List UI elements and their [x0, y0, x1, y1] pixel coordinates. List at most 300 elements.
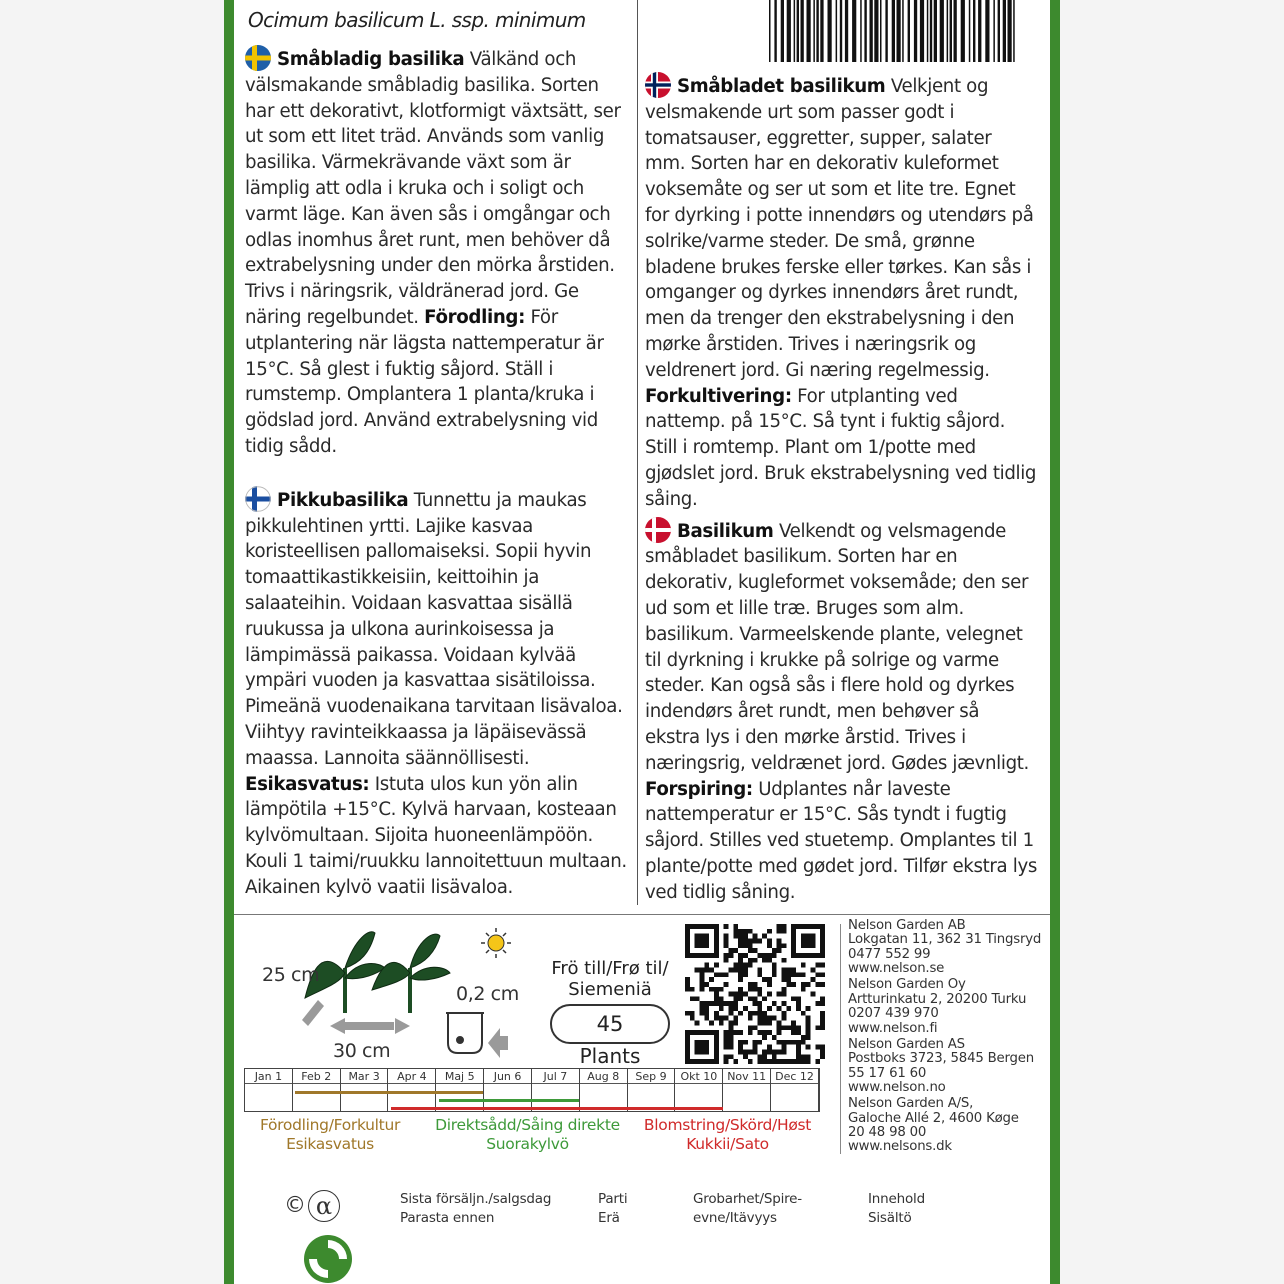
qr-module — [733, 1006, 738, 1011]
qr-module — [762, 1050, 767, 1055]
barcode-bar — [781, 0, 784, 62]
qr-module — [786, 1025, 791, 1030]
depth-label: 0,2 cm — [456, 983, 519, 1005]
barcode-bar — [920, 0, 924, 62]
barcode-bar — [927, 0, 929, 62]
qr-module — [748, 1030, 753, 1035]
qr-module — [791, 1021, 796, 1026]
qr-module — [738, 929, 743, 934]
barcode-bar — [947, 0, 949, 62]
qr-module — [709, 987, 714, 992]
barcode-bar — [902, 0, 904, 62]
barcode-bar — [874, 0, 878, 62]
qr-module — [748, 996, 753, 1001]
barcode-bar — [934, 0, 937, 62]
qr-module — [704, 1016, 709, 1021]
qr-module — [738, 996, 743, 1001]
qr-module — [704, 1001, 709, 1006]
calendar-divider — [675, 1083, 722, 1084]
qr-module — [791, 1025, 796, 1030]
qr-module — [728, 967, 733, 972]
qr-module — [724, 1040, 729, 1045]
danish-intro: Velkendt og velsmagende småbladet basilikum. Sorten har en dekorativ, kugleformet voksemåde; den ser ud som et lille træ. Bruges som alm. basilikum. Varmeelskende plante, velegnet til dyrkning i krukke på solrige og varme steder. Kan også sås i flere hold og dyrkes indendørs året rundt, men behøver så ekstra lys i den mørke årstid. Trives i næringsrig, veldrænet jord. Gødes jævnligt. — [645, 520, 1029, 774]
qr-module — [748, 938, 753, 943]
qr-module — [772, 1016, 777, 1021]
qr-module — [690, 996, 695, 1001]
company-name: Nelson Garden AS — [848, 1036, 965, 1052]
qr-module — [704, 1006, 709, 1011]
qr-module — [699, 1001, 704, 1006]
barcode-bar — [769, 0, 771, 62]
calendar-bar-indoor — [295, 1091, 483, 1094]
qr-module — [757, 1016, 762, 1021]
qr-module — [699, 1011, 704, 1016]
qr-module — [767, 1045, 772, 1050]
qr-module — [820, 963, 825, 968]
barcode-bar — [801, 0, 804, 62]
finnish-section — [245, 486, 633, 901]
qr-module — [777, 1006, 782, 1011]
qr-module — [733, 929, 738, 934]
germination-label: Grobarhet/Spire- evne/Itävyys — [693, 1191, 802, 1226]
qr-module — [738, 977, 743, 982]
qr-module — [724, 958, 729, 963]
qr-module — [748, 958, 753, 963]
qr-module — [728, 1011, 733, 1016]
qr-module — [767, 958, 772, 963]
qr-module — [767, 953, 772, 958]
qr-module — [796, 1054, 801, 1059]
barcode-bar — [845, 0, 848, 62]
qr-module — [728, 1021, 733, 1026]
swedish-subtitle: Förodling: — [424, 306, 526, 328]
barcode-bar — [961, 0, 965, 62]
qr-module — [796, 1050, 801, 1055]
barcode-bar — [816, 0, 818, 62]
qr-module — [724, 1001, 729, 1006]
qr-module — [709, 1021, 714, 1026]
barcode-bar — [797, 0, 799, 62]
finnish-intro: Tunnettu ja maukas pikkulehtinen yrtti. Lajike kasvaa koristeellisen pallomaiseksi. Sopii hyvin tomaattikastikkeisiin, keittoihin ja salaateihin. Voidaan kasvattaa sisällä ruukussa ja ulkona aurinkoisessa ja lämpimässä paikassa. Voidaan kylvää ympäri vuoden ja kasvattaa sisätiloissa. Pimeänä vuodenaikana tarvitaan lisävaloa. Viihtyy ravinteikkaassa ja läpäisevässä maassa. Lannoita säännöllisesti. — [245, 489, 623, 769]
qr-module — [753, 1045, 758, 1050]
qr-code — [685, 924, 825, 1064]
qr-module — [762, 934, 767, 939]
barcode-bar — [998, 0, 1000, 62]
qr-module — [714, 996, 719, 1001]
qr-module — [714, 1016, 719, 1021]
finnish-subtitle: Esikasvatus: — [245, 773, 370, 795]
qr-module — [743, 963, 748, 968]
qr-module — [782, 1050, 787, 1055]
calendar-divider — [628, 1083, 675, 1084]
barcode-bar — [930, 0, 932, 62]
qr-module — [801, 987, 806, 992]
calendar-month — [388, 1069, 436, 1111]
contents-label: Innehold Sisältö — [868, 1191, 925, 1226]
qr-module — [724, 953, 729, 958]
qr-module — [801, 934, 815, 948]
qr-module — [690, 1011, 695, 1016]
qr-module — [719, 1021, 724, 1026]
swedish-section — [245, 45, 633, 460]
qr-module — [791, 1059, 796, 1064]
qr-module — [777, 1050, 782, 1055]
calendar-month — [293, 1069, 341, 1111]
qr-module — [762, 996, 767, 1001]
qr-module — [753, 1040, 758, 1045]
company-web: www.nelson.se — [848, 961, 945, 977]
qr-module — [733, 1030, 738, 1035]
qr-module — [728, 992, 733, 997]
calendar-month-label: Jun 6 — [493, 1070, 522, 1083]
qr-module — [757, 938, 762, 943]
calendar-divider — [436, 1083, 483, 1084]
qr-module — [733, 1016, 738, 1021]
calendar-month — [628, 1069, 676, 1111]
calendar-divider — [341, 1083, 388, 1084]
qr-module — [733, 1001, 738, 1006]
qr-module — [767, 929, 772, 934]
calendar-month-label: Feb 2 — [301, 1070, 332, 1083]
qr-module — [757, 1040, 762, 1045]
swedish-flag-icon — [245, 45, 271, 71]
barcode-bar — [836, 0, 838, 62]
qr-module — [753, 934, 758, 939]
qr-module — [820, 1021, 825, 1026]
company-phone: 20 48 98 00 — [848, 1125, 927, 1141]
calendar-bar-harvest — [391, 1107, 723, 1110]
company-phone: 55 17 61 60 — [848, 1065, 927, 1081]
latin-name: Ocimum basilicum L. ssp. minimum — [248, 8, 586, 32]
calendar-month-label: Okt 10 — [680, 1070, 718, 1083]
barcode-bar — [860, 0, 862, 62]
qr-module — [743, 938, 748, 943]
qr-module — [757, 972, 762, 977]
column-divider — [637, 0, 638, 905]
qr-module — [695, 934, 709, 948]
qr-module — [791, 982, 796, 987]
calendar-month — [532, 1069, 580, 1111]
qr-module — [762, 953, 767, 958]
qr-module — [743, 929, 748, 934]
barcode-bar — [978, 0, 981, 62]
qr-module — [738, 1045, 743, 1050]
legend-indoor-text: Förodling/Forkultur Esikasvatus — [259, 1116, 401, 1153]
qr-module — [738, 1030, 743, 1035]
qr-module — [724, 943, 729, 948]
qr-module — [791, 1030, 796, 1035]
qr-module — [767, 1050, 772, 1055]
qr-module — [690, 987, 695, 992]
copyright-text: © — [284, 1193, 306, 1218]
qr-module — [714, 992, 719, 997]
qr-module — [728, 1030, 733, 1035]
company-address: Galoche Allé 2, 4600 Køge — [848, 1110, 1019, 1126]
legend-direct-text: Direktsådd/Såing direkte Suorakylvö — [435, 1116, 620, 1153]
qr-module — [709, 977, 714, 982]
qr-module — [748, 1050, 753, 1055]
qr-module — [757, 953, 762, 958]
qr-module — [738, 934, 743, 939]
qr-module — [772, 1059, 777, 1064]
barcode-bar — [897, 0, 901, 62]
norwegian-subtext: For utplanting ved nattemp. på 15°C. Så tynt i fuktig såjord. Still i romtemp. Plant om 1/potte med gjødslet jord. Bruk ekstrabelysning ved tidlig såing. — [645, 385, 1037, 510]
qr-module — [748, 929, 753, 934]
qr-module — [757, 1001, 762, 1006]
barcode-bar — [954, 0, 957, 62]
qr-module — [786, 1006, 791, 1011]
qr-module — [743, 953, 748, 958]
qr-module — [728, 1045, 733, 1050]
qr-module — [820, 1011, 825, 1016]
qr-module — [796, 1025, 801, 1030]
qr-module — [796, 1040, 801, 1045]
barcode-bar — [1003, 0, 1006, 62]
qr-module — [690, 1016, 695, 1021]
barcode-bar — [973, 0, 975, 62]
qr-module — [719, 972, 724, 977]
qr-module — [704, 1011, 709, 1016]
qr-module — [777, 929, 782, 934]
qr-module — [738, 943, 743, 948]
qr-module — [820, 1016, 825, 1021]
qr-module — [738, 1011, 743, 1016]
qr-module — [782, 1011, 787, 1016]
qr-module — [719, 1016, 724, 1021]
barcode-bar — [787, 0, 791, 62]
danish-title: Basilikum — [677, 520, 774, 542]
qr-module — [806, 1025, 811, 1030]
qr-module — [777, 1059, 782, 1064]
qr-module — [738, 953, 743, 958]
qr-module — [728, 1025, 733, 1030]
qr-module — [738, 992, 743, 997]
calendar-month-label: Sep 9 — [635, 1070, 667, 1083]
qr-module — [801, 1040, 806, 1045]
qr-module — [796, 1045, 801, 1050]
company-address: Lokgatan 11, 362 31 Tingsryd — [848, 932, 1042, 948]
qr-module — [733, 992, 738, 997]
qr-module — [757, 1006, 762, 1011]
qr-module — [801, 982, 806, 987]
qr-module — [796, 1059, 801, 1064]
qr-module — [786, 982, 791, 987]
finnish-subtext: Istuta ulos kun yön alin lämpötila +15°C. Kylvä harvaan, kosteaan kylvömultaan. Sijoita huoneenlämpöön. Kouli 1 taimi/ruukku lannoitettuun multaan. Aikainen kylvö vaatii lisävaloa. — [245, 773, 627, 898]
barcode-bar — [774, 0, 776, 62]
qr-module — [748, 948, 753, 953]
barcode-bar — [813, 0, 815, 62]
qr-module — [757, 1059, 762, 1064]
company-addresses — [848, 919, 1048, 1157]
barcode-bar — [993, 0, 995, 62]
company-block — [848, 1038, 1048, 1096]
qr-module — [820, 1045, 825, 1050]
qr-module — [777, 938, 782, 943]
qr-module — [753, 996, 758, 1001]
qr-module — [767, 943, 772, 948]
qr-module — [714, 963, 719, 968]
company-address: Postboks 3723, 5845 Bergen — [848, 1051, 1034, 1067]
green-dot-recycle-icon — [303, 1234, 353, 1284]
finnish-flag-icon — [245, 486, 271, 512]
qr-module — [724, 1045, 729, 1050]
company-name: Nelson Garden AB — [848, 918, 966, 933]
qr-module — [757, 1054, 762, 1059]
qr-module — [806, 1021, 811, 1026]
qr-module — [762, 1030, 767, 1035]
qr-module — [757, 992, 762, 997]
qr-module — [786, 1059, 791, 1064]
company-phone: 0207 439 970 — [848, 1006, 939, 1022]
seed-count-value: 45 — [550, 1004, 670, 1044]
qr-module — [801, 963, 806, 968]
qr-module — [782, 929, 787, 934]
qr-module — [704, 963, 709, 968]
calendar-month-label: Jan 1 — [254, 1070, 283, 1083]
qr-module — [767, 1006, 772, 1011]
height-label: 25 cm — [262, 964, 320, 986]
calendar-month — [675, 1069, 723, 1111]
danish-subtitle: Forspiring: — [645, 778, 753, 800]
barcode — [765, 0, 1023, 62]
qr-module — [777, 948, 782, 953]
qr-module — [699, 967, 704, 972]
qr-module — [791, 1040, 796, 1045]
calendar-month — [341, 1069, 389, 1111]
qr-module — [772, 953, 777, 958]
swedish-title: Småbladig basilika — [277, 49, 465, 70]
last-sale-label: Sista försäljn./salgsdag Parasta ennen — [400, 1191, 552, 1226]
qr-module — [733, 934, 738, 939]
qr-module — [782, 924, 787, 929]
norwegian-intro: Velkjent og velsmakende urt som passer godt i tomatsauser, eggretter, supper, salater mm. Sorten har en dekorativ kuleformet voksemåte og ser ut som et lite tre. Egnet for dyrking i potte innendørs og utendørs på solrike/varme steder. De små, grønne bladene brukes ferske eller tørkes. Kan sås i omganger og dyrkes innendørs året rundt, men da trenger den ekstrabelysning i den mørke årstiden. Trives i næringsrik og veldrenert jord. Gi næring regelmessig. — [645, 76, 1034, 381]
company-name: Nelson Garden Oy — [848, 977, 966, 993]
qr-module — [695, 967, 700, 972]
company-web: www.nelson.fi — [848, 1020, 938, 1036]
qr-module — [762, 958, 767, 963]
seed-count-label: Frö till/Frø til/ Siemeniä — [551, 958, 669, 1000]
legend-harvest — [640, 1116, 815, 1154]
norwegian-subtitle: Forkultivering: — [645, 385, 792, 407]
qr-module — [743, 992, 748, 997]
qr-module — [748, 982, 753, 987]
qr-module — [782, 958, 787, 963]
qr-module — [733, 1059, 738, 1064]
plant-icon — [305, 932, 450, 1013]
qr-module — [714, 1011, 719, 1016]
qr-module — [806, 1035, 811, 1040]
qr-module — [767, 992, 772, 997]
qr-module — [806, 1016, 811, 1021]
qr-module — [801, 1054, 806, 1059]
barcode-bar — [828, 0, 832, 62]
calendar-divider — [388, 1083, 435, 1084]
qr-module — [820, 972, 825, 977]
qr-module — [728, 1006, 733, 1011]
qr-module — [724, 938, 729, 943]
calendar-divider — [484, 1083, 531, 1084]
qr-module — [753, 958, 758, 963]
qr-module — [772, 972, 777, 977]
qr-module — [714, 987, 719, 992]
qr-module — [782, 992, 787, 997]
qr-module — [695, 1021, 700, 1026]
qr-module — [815, 1045, 820, 1050]
qr-module — [820, 1050, 825, 1055]
qr-module — [806, 982, 811, 987]
sun-icon — [481, 928, 511, 958]
qr-module — [695, 1040, 709, 1054]
qr-module — [757, 987, 762, 992]
qr-module — [699, 1006, 704, 1011]
qr-module — [767, 1059, 772, 1064]
qr-module — [767, 1021, 772, 1026]
right-column — [645, 72, 1037, 906]
qr-module — [772, 1035, 777, 1040]
qr-module — [762, 1011, 767, 1016]
barcode-bar — [892, 0, 895, 62]
barcode-bar — [820, 0, 823, 62]
swedish-intro: Välkänd och välsmakande småbladig basilika. Sorten har ett dekorativt, klotformigt växtsätt, ser ut som ett litet träd. Används som vanlig basilika. Värmekrävande växt som är lämplig att odla i kruka och i soligt och varmt läge. Kan även sås i omgångar och odlas inomhus året runt, men behöver då extrabelysning under den mörka årstiden. Trivs i näringsrik, väldränerad jord. Ge näring regelbundet. — [245, 49, 621, 328]
copyright-symbol — [284, 1190, 340, 1222]
qr-module — [719, 1001, 724, 1006]
qr-module — [753, 987, 758, 992]
qr-module — [782, 972, 787, 977]
qr-module — [762, 977, 767, 982]
calendar-month-label: Dec 12 — [775, 1070, 814, 1083]
barcode-bar — [950, 0, 952, 62]
qr-module — [699, 972, 704, 977]
qr-module — [748, 1011, 753, 1016]
qr-module — [743, 1054, 748, 1059]
qr-module — [782, 1040, 787, 1045]
qr-module — [748, 1025, 753, 1030]
qr-module — [806, 1006, 811, 1011]
calendar-divider — [532, 1083, 579, 1084]
qr-module — [738, 963, 743, 968]
calendar-divider — [293, 1083, 340, 1084]
qr-module — [699, 977, 704, 982]
qr-module — [767, 1030, 772, 1035]
calendar-divider — [580, 1083, 627, 1084]
qr-module — [801, 972, 806, 977]
qr-module — [728, 1054, 733, 1059]
left-column — [245, 45, 633, 901]
company-phone: 0477 552 99 — [848, 946, 931, 962]
qr-module — [728, 1035, 733, 1040]
barcode-bar — [914, 0, 917, 62]
qr-module — [777, 943, 782, 948]
qr-module — [820, 996, 825, 1001]
swedish-subtext: För utplantering när lägsta nattemperatur är 15°C. Så glest i fuktig såjord. Ställ i rumstemp. Omplantera 1 planta/kruka i gödslad jord. Använd extrabelysning vid tidig sådd. — [245, 306, 604, 457]
qr-module — [733, 1021, 738, 1026]
qr-module — [748, 943, 753, 948]
qr-module — [685, 1011, 690, 1016]
barcode-bar — [840, 0, 842, 62]
qr-module — [743, 1006, 748, 1011]
calendar-bar-direct — [439, 1099, 579, 1102]
company-block — [848, 978, 1048, 1036]
calendar-divider — [723, 1083, 770, 1084]
qr-module — [767, 977, 772, 982]
qr-module — [753, 982, 758, 987]
qr-module — [796, 1006, 801, 1011]
qr-module — [719, 1006, 724, 1011]
qr-module — [743, 972, 748, 977]
qr-module — [733, 948, 738, 953]
qr-module — [811, 967, 816, 972]
barcode-bar — [852, 0, 856, 62]
